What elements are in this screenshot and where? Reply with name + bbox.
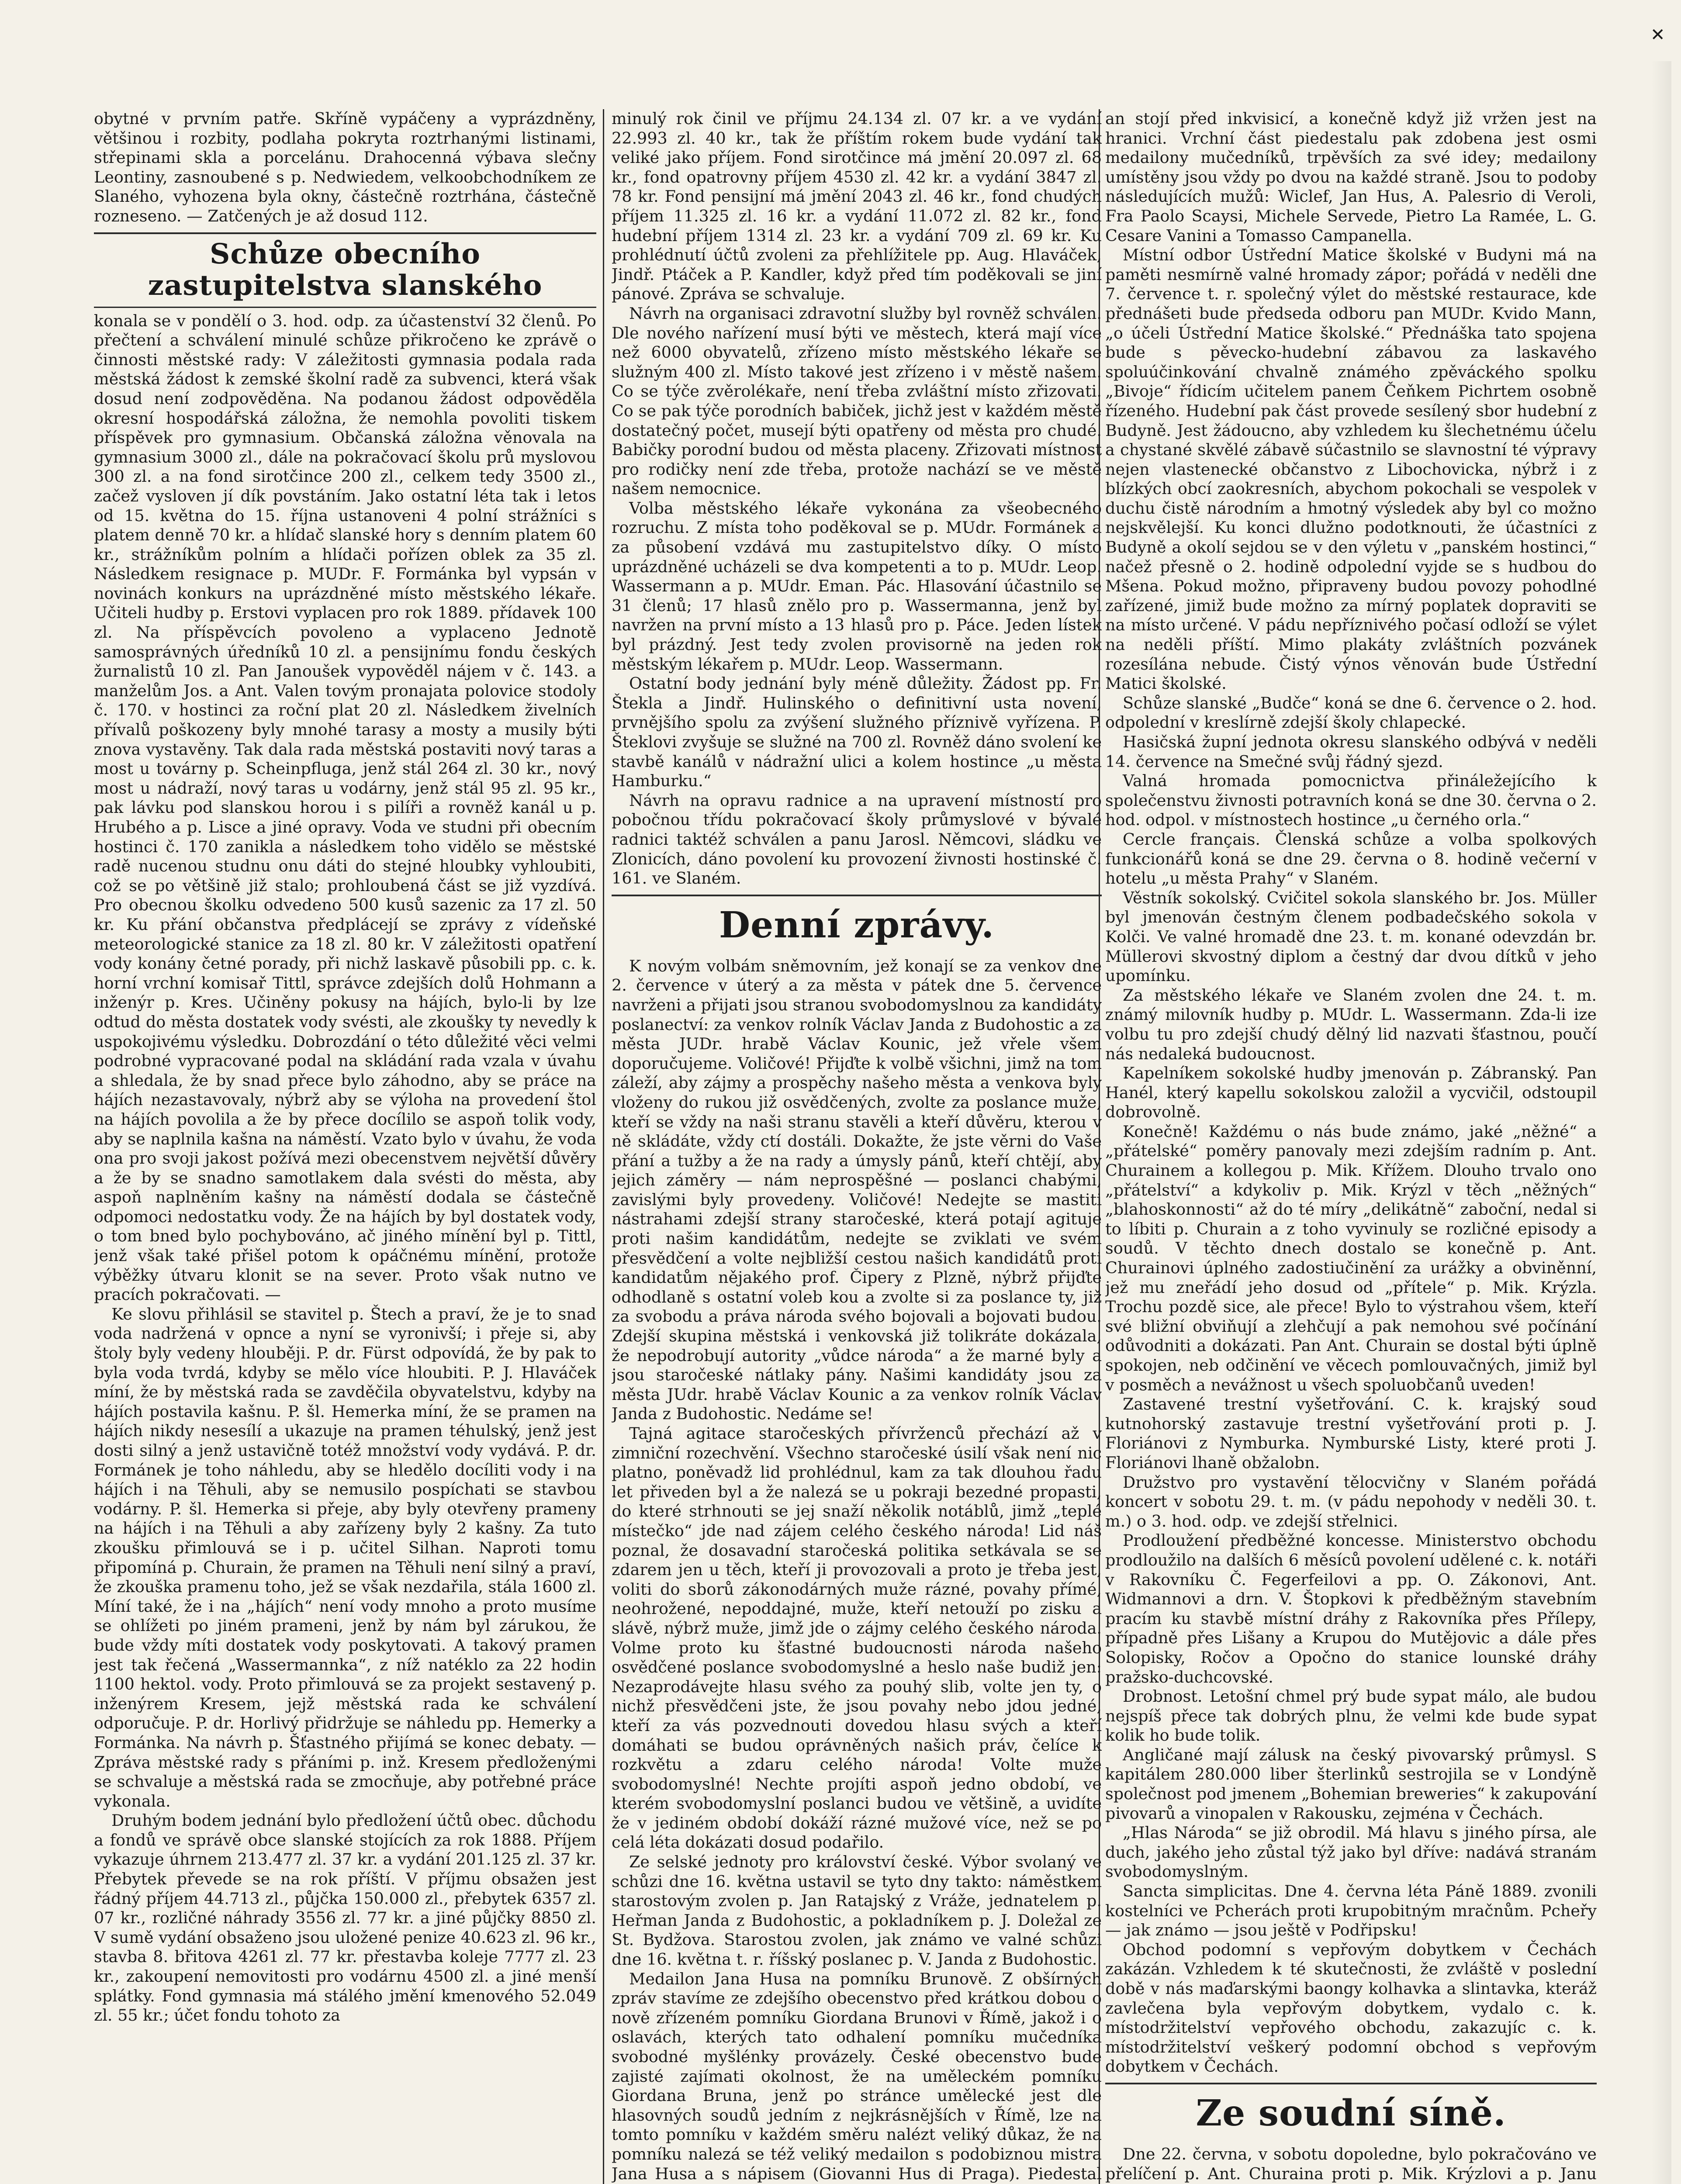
paragraph: Druhým bodem jednání bylo předložení účtů obec. důchodu a fondů ve správě obce slanské stojících za rok 1888. Příjem vykazuje úhrnem 213.477 zl. 37 kr. a vydání 201.125 zl. 37 kr. Přebytek převede se na rok příští. V příjmu obsažen jest řádný příjem 44.713 zl., půjčka 150.000 zl., přebytek 6357 zl. 07 kr., rozličné náhrady 3556 zl. 77 kr. a jiné půjčky 8850 zl. V sumě vydání obsaženo jsou uložené penize 40.623 zl. 96 kr., stavba 8. břitova 4261 zl. 77 kr. přestavba koleje 7777 zl. 23 kr., zakoupení nemovitosti pro vodárnu 4500 zl. a jiné menší splátky. Fond gymnasia má stálého jmění kmenového 52.049 zl. 55 kr.; účet fondu tohoto za	[94, 1811, 596, 2025]
section-rule	[94, 232, 596, 234]
news-item: an stojí před inkvisicí, a konečně když již vržen jest na hranici. Vrchní část piedestalu pak zdobena jest osmi medailony mučedníků, trpěvších za své idey; medailony umístěny jsou vždy po dvou na každé straně. Jsou to podoby následujících mužů: Wiclef, Jan Hus, A. Palesrio di Veroli, Fra Paolo Scaysi, Michele Servede, Pietro La Ramée, L. G. Cesare Vanini a Tomasso Campanella.	[1105, 109, 1597, 245]
news-item: Konečně! Každému o nás bude známo, jaké „něžné“ a „přátelské“ poměry panovaly mezi zdejším radním p. Ant. Churainem a kollegou p. Mik. Křížem. Dlouho trvalo ono „přátelství“ a kdykoliv p. Mik. Krýzl v těch „něžných“ „blahoskonnosti“ až do té míry „delikátně“ zaboční, nedal si to líbiti p. Churain a z toho vyvinuly se rozličné episody a soudů. V těchto dnech dostalo se konečně p. Ant. Churainovi úplného zadostiučinění za urážky a obviněnní, jež mu zneřádí jeho dosud od „přítele“ p. Mik. Krýzla. Trochu pozdě sice, ale přece! Bylo to výstrahou všem, kteří své bližní obviňují a zlehčují a pak nemohou své počínání odůvodniti a dokázati. Pan Ant. Churain se dostal býti úplně spokojen, neb odčinění ve věcech pomlouvačných, jimiž byl v posměch a nevážnost u všech spoluobčanů uveden!	[1105, 1122, 1597, 1394]
news-item: „Hlas Národa“ se již obrodil. Má hlavu s jiného pírsa, ale duch, jakého jeho zůstal týž jako byl dříve: nadává stranám svobodomyslným.	[1105, 1823, 1597, 1881]
news-item: Drobnost. Letošní chmel prý bude sypat málo, ale budou nejspíš přece tak dobrých plnu, že velmi kde bude sypat kolik ho bude tolik.	[1105, 1687, 1597, 1745]
news-item: Angličané mají zálusk na český pivovarský průmysl. S kapitálem 280.000 liber šterlinků sestrojila se v Londýně společnost pod jmenem „Bohemian breweries“ k zakupování pivovarů a vinopalen v Rakousku, zejména v Čechách.	[1105, 1745, 1597, 1823]
paragraph: Volba městského lékaře vykonána za všeobecného rozruchu. Z místa toho poděkoval se p. MUdr. Formánek a za působení vzdává mu zastupitelstvo díky. O místo uprázdněné ucházeli se dva kompetenti a to p. MUdr. Leop. Wassermann a p. MUdr. Eman. Pác. Hlasování účastnilo se 31 členů; 17 hlasů znělo pro p. Wassermanna, jenž byl navržen na první místo a 13 hlasů pro p. Páce. Jeden lístek byl prázdný. Jest tedy zvolen provisorně na jeden rok městským lékařem p. MUdr. Leop. Wassermann.	[612, 498, 1102, 674]
section-rule	[1105, 2083, 1597, 2084]
news-item: Kapelníkem sokolské hudby jmenován p. Zábranský. Pan Hanél, který kapellu sokolskou založil a vycvičil, odstoupil dobrovolně.	[1105, 1064, 1597, 1122]
court-paragraph: Dne 22. června, v sobotu dopoledne, bylo pokračováno ve přelíčení p. Ant. Churaina proti p. Mik. Krýzlovi a p. Janu	[1105, 2144, 1597, 2183]
heading-rule	[94, 307, 596, 308]
news-item: Prodloužení předběžné koncesse. Ministerstvo obchodu prodloužilo na dalších 6 měsíců povolení udělené c. k. notáři v Rakovníku Č. Fegerfeilovi a pp. O. Zákonovi, Ant. Widmannovi a drn. V. Štopkovi k předběžným stavebním pracím ku stavbě místní dráhy z Rakovníka přes Přílepy, případně přes Lišany a Krupou do Mutějovic a dále přes Solopisky, Ročov a Opočno do stanice lounské dráhy pražsko-duchcovské.	[1105, 1531, 1597, 1686]
news-item: Družstvo pro vystavění tělocvičny v Slaném pořádá koncert v sobotu 29. t. m. (v pádu nepohody v neděli 30. t. m.) o 3. hod. odp. ve zdejší střelnici.	[1105, 1472, 1597, 1531]
paragraph: Ke slovu přihlásil se stavitel p. Štech a praví, že je to snad voda nadržená v opnce a nyní se vyronivší; i přeje si, aby štoly byly vedeny hlouběji. P. dr. Fürst odpovídá, že by pak to byla voda tvrdá, kdyby se mělo více hloubiti. P. J. Hlaváček míní, že by městská rada se zavděčila obyvatelstvu, kdyby na hájích postavila kašnu. P. šl. Hemerka míní, že se pramen na hájích nikdy nesesílí a ukazuje na pramen téhulský, jenž jest dosti silný a jenž ustavičně totéž množství vody vydává. P. dr. Formánek je toho náhledu, aby se hledělo docíliti vody i na hájích i na Těhuli, aby se nemusilo pospíchati se stavbou vodárny. P. šl. Hemerka si přeje, aby byly otevřeny prameny na hájích i na Těhuli a aby zařízeny byly 2 kašny. Za tuto zkoušku přimlouvá se i p. učitel Silhan. Naproti tomu připomíná p. Churain, že pramen na Těhuli není silný a praví, že zkouška pramenu toho, jež se však nezdařila, stála 1600 zl. Míní také, že i na „hájích“ není vody mnoho a proto musíme se ohlížeti po jiném prameni, jenž by nám byl zárukou, že bude vždy míti dostatek vody poskytovati. A takový pramen jest tak řečená „Wassermannka“, z níž natéklo za 22 hodin 1100 hektol. vody. Proto přimlouvá se za projekt sestavený p. inženýrem Kresem, jejž městská rada ke schválení odporučuje. P. dr. Horlivý přidržuje se náhledu pp. Hemerky a Formánka. Na návrh p. Šťastného přijímá se konec debaty. — Zpráva městské rady s přáními p. inž. Kresem předloženými se schvaluje a městská rada se zmocňuje, aby potřebné práce vykonala.	[94, 1304, 596, 1811]
paragraph: minulý rok činil ve příjmu 24.134 zl. 07 kr. a ve vydání 22.993 zl. 40 kr., tak že příštím rokem bude vydání tak veliké jako příjem. Fond sirotčince má jmění 20.097 zl. 68 kr., fond opatrovny příjem 4530 zl. 42 kr. a vydání 3847 zl. 78 kr. Fond pensijní má jmění 2043 zl. 46 kr., fond chudých příjem 11.325 zl. 16 kr. a vydání 11.072 zl. 82 kr., fond hudební příjem 1314 zl. 23 kr. a vydání 709 zl. 69 kr. Ku prohlédnutí účtů zvoleni za přehlížitele pp. Aug. Hlaváček, Jindř. Ptáček a P. Kandler, když před tím poděkovali se jiní pánové. Zpráva se schvaluje.	[612, 109, 1102, 304]
section-heading-court: Ze soudní síně.	[1196, 2092, 1506, 2134]
article-heading-council: Schůze obecního zastupitelstva slanského	[148, 237, 543, 302]
news-item: Tajná agitace staročeských přívrženců přechází až v zimniční rozechvění. Všechno staročeské úsilí však není nic platno, poněvadž lid prohlédnul, kam za tak dlouhou řadu let přiveden byl a že nalezá se u pokraji bezedné propasti, do které strhnouti se jej snaží několik notáblů, jimž „teplé místečko“ jde nad zájem celého českého národa! Lid náš poznal, že dosavadní staročeská politika setkávala se se zdarem jen u těch, kteří ji provozovali a proto je třeba jest, voliti do sborů zákonodárných muže rázné, povahy přímé, neohrožené, nepoddajné, muže, kteří netouží po zisku a slávě, nýbrž muže, jimž jde o zájmy celého českého národa. Volme proto ku šťastné budoucnosti národa našeho osvědčené poslance svobodomyslné a heslo naše budiž jen: Nezaprodávejte hlasu svého za pouhý slib, volte jen ty, o nichž přesvědčeni jste, že jsou povahy nebo jdou jedné, kteří za vás pozvednouti dovedou hlasu svých a kteří domáhati se budou oprávněných našich práv, čelíce k rozkvětu a zdaru celého národa! Volte muže svobodomyslné! Nechte projíti aspoň jedno období, ve kterém svobodomyslní poslanci budou ve většině, a uvidíte že v jediném období dokáží rázné mužové více, než se po celá léta dokázati dosud podařilo.	[612, 1424, 1102, 1852]
news-item: Věstník sokolský. Cvičitel sokola slanského br. Jos. Müller byl jmenován čestným členem podbadečského sokola v Kolči. Ve valné hromadě dne 23. t. m. konané odevzdán br. Müllerovi skvostný diplom a čestný dar dvou dítků v jeho upomínku.	[1105, 888, 1597, 985]
news-item: Místní odbor Ústřední Matice školské v Budyni má na paměti nesmírně valné hromady zápor; pořádá v neděli dne 7. července t. r. společný výlet do městské restaurace, kde přednášeti bude předseda odboru pan MUDr. Kvido Mann, „o účeli Ústřední Matice školské.“ Přednáška tato spojena bude s pěvecko-hudební zábavou za laskavého spoluúčinkování chvalně známého zpěváckého spolku „Bivoje“ řídicím učitelem panem Čeňkem Pichrtem osobně řízeného. Hudební pak část provede sesílený sbor hudební z Budyně. Jest žádoucno, aby vzhledem ku šlechetnému účelu a chystané skvělé zábavě súčastnilo se slavnostní té výpravy nejen vlastenecké občanstvo z Libochovicka, nýbrž i z blízkých obcí zaokresních, abychom pokochali se vespolek v duchu čistě národním a hmotný výsledek aby byl co možno nejskvělejší. Ku konci dlužno podotknouti, že účastníci z Budyně a okolí sejdou se v den výletu v „panském hostinci,“ načež přesně o 2. hodině odpolední vyjde se s hudbou do Mšena. Pokud možno, připraveny budou povozy pohodlné zařízené, jimiž bude možno za mírný poplatek dopraviti se na místo určené. V pádu nepříznivého počasí odloží se výlet na neděli příští. Mimo plakáty zvláštních pozvánek rozesílána nebude. Čistý výnos věnován bude Ústřední Matici školské.	[1105, 245, 1597, 693]
news-item: Cercle français. Členská schůze a volba spolkových funkcionářů koná se dne 29. června o 8. hodině večerní v hotelu „u města Prahy“ v Slaném.	[1105, 829, 1597, 888]
news-item: Sancta simplicitas. Dne 4. června léta Páně 1889. zvonili kostelníci ve Pcherách proti krupobitným mračnům. Pcheřy — jak známo — jsou ještě v Podřipsku!	[1105, 1882, 1597, 1940]
page-corner-mark: ✕	[1650, 25, 1665, 45]
paragraph: Ostatní body jednání byly méně důležity. Žádost pp. Fr. Štekla a Jindř. Hulinského o definitivní usta novení, prvnějšího spolu za zvýšení služného příznivě vyřízena. P. Šteklovi zvyšuje se služné na 700 zl. Rovněž dáno svolení ke stavbě kanálů v nádražní ulici a kolem hostince „u města Hamburku.“	[612, 674, 1102, 791]
column-rule-1	[603, 109, 604, 2184]
news-item: Ze selské jednoty pro království české. Výbor svolaný ve schůzi dne 16. května ustavil se tyto dny takto: náměstkem starostovým zvolen p. Jan Ratajský z Vráže, jednatelem p. Heřman Janda z Budohostic, a pokladníkem p. J. Doležal ze St. Bydžova. Starostou zvolen, jak známo ve valné schůzi dne 16. května t. r. říšský poslanec p. V. Janda z Budohostic.	[612, 1852, 1102, 1969]
news-item: Za městského lékaře ve Slaném zvolen dne 24. t. m. známý milovník hudby p. MUdr. L. Wassermann. Zda-li ize volbu tu pro zdejší chudý dělný lid nazvati šťastnou, poučí nás nedaleká budoucnost.	[1105, 985, 1597, 1063]
news-item: Medailon Jana Husa na pomníku Brunově. Z obšírných zpráv stavíme ze zdejšího obecenstvo před krátkou dobou o nově zřízeném pomníku Giordana Brunovi v Římě, jakož i o oslavách, kterých tato odhalení pomníku mučedníka svobodné myšlénky provázely. České obecenstvo bude zajisté zajímati okolnost, že na uměleckém pomníku Giordana Bruna, jenž po stránce umělecké jest dle hlasovných soudů jedním z nejkrásnějších v Římě, lze na tomto pomníku v každém směru nalézt veliký důkaz, že na pomníku nalezá se též veliký medailon s podobiznou mistra Jana Husa a s nápisem (Giovanni Hus di Praga). Piedestal	[612, 1969, 1102, 2183]
news-item: Zastavené trestní vyšetřování. C. k. krajský soud kutnohorský zastavuje trestní vyšetřování proti p. J. Floriánovi z Nymburka. Nymburské Listy, které proti J. Floriánovi lhaně obžalobn.	[1105, 1395, 1597, 1472]
paragraph: Návrh na opravu radnice a na upravení místností pro pobočnou třídu pokračovací školy průmyslové v bývalé radnici taktéž schválen a panu Jarosl. Němcovi, sládku ve Zlonicích, dáno povolení ku provození živnosti hostinské č. 161. ve Slaném.	[612, 791, 1102, 888]
news-item: K novým volbám sněmovním, jež konají se za venkov dne 2. července v úterý a za města v pátek dne 5. července navrženi a přijati jsou stranou svobodomyslnou za kandidáty poslanectví: za venkov rolník Václav Janda z Budohostic a za města JUDr. hrabě Václav Kounic, jež vřele všem doporučujeme. Voličové! Přijďte k volbě všichni, jimž na tom záleží, aby zájmy a prospěchy našeho města a venkova byly vloženy do rukou již osvědčených, zvolte za poslance muže, kteří se vždy na naši stranu stavěli a kteří důvěru, kterou v ně skládáte, vždy ctí dostáli. Dokažte, že jste věrni do Vaše přání a tužby a že na rady a úmysly pánů, kteří chtějí, aby jejich záměry — nám neprospěšné — poslanci chabými, zavislými byly provedeny. Voličové! Nedejte se mastiti nástrahami zdejší strany staročeské, která potají agituje proti našim kandidátům, nedejte se zviklati ve svém přesvědčení a volte nejbližší cestou našich kandidátů proti kandidatům nějakého prof. Čipery z Plzně, nýbrž přijďte odhodlaně s ostatní voleb kou a zvolte si za poslance ty, již za svobodu a práva národa svého bojovali a bojovati budou. Zdejší skupina městská i venkovská již tolikráte dokázala, že nepodrobují autority „vůdce národa“ a že marné byly a jsou staročeské nátlaky pány. Našimi kandidáty jsou za města JUdr. hrabě Václav Kounic a za venkov rolník Václav Janda z Budohostic. Nedáme se!	[612, 956, 1102, 1424]
news-item: Valná hromada pomocnictva přináležejícího k společenstvu živnosti potravních koná se dne 30. června o 2. hod. odpol. v místnostech hostince „u černého orla.“	[1105, 771, 1597, 829]
news-item: Hasičská župní jednota okresu slanského odbývá v neděli 14. července na Smečné svůj řádný sjezd.	[1105, 733, 1597, 771]
paragraph: konala se v pondělí o 3. hod. odp. za účastenství 32 členů. Po přečtení a schválení minulé schůze přikročeno ke zprávě o činnosti městské rady: V záležitosti gymnasia podala rada městská žádost k zemské školní radě za subvenci, která však dosud není zodpověděna. Na podanou žádost odpověděla okresní hospodářská záložna, že nemohla povoliti tiskem příspěvek pro gymnasium. Občanská záložna věnovala na gymnasium 3000 zl., dále na pokračovací školu prů myslovou 300 zl. a na fond sirotčince 200 zl., celkem tedy 3500 zl., začež vysloven jí dík povstáním. Jako ostatní léta tak i letos od 15. května do 15. října ustanoveni 4 polní strážníci s platem denně 70 kr. a hlídač slanské hory s denním platem 60 kr., strážníkům polním a hlídači pořízen oblek za 35 zl. Následkem resignace p. MUDr. F. Formánka byl vypsán v novinách konkurs na uprázdněné místo městského lékaře. Učiteli hudby p. Erstovi vyplacen pro rok 1889. přídavek 100 zl. Na příspěvcích povoleno a vyplaceno Jednotě samosprávných úředníků 10 zl. a pensijnímu fondu českých žurnalistů 10 zl. Pan Janoušek vypověděl nájem v č. 143. a manželům Jos. a Ant. Valen tovým pronajata polovice stodoly č. 170. v hostinci za roční plat 20 zl. Následkem živelních přívalů poškozeny byly mnohé tarasy a mosty a musily býti znova vystavěny. Tak dala rada městská postaviti nový taras a most u továrny p. Scheinpfluga, jenž stál 264 zl. 30 kr., nový most u nádraží, nový taras u vodárny, jenž stál 95 zl. 95 kr., pak lávku pod slanskou horou i s pilíři a rovněž kanál u p. Hrubého a p. Lisce a jiné opravy. Voda ve studni při obecním hostinci č. 170 zanikla a následkem toho vidělo se městské radě nucenou studnu onu dáti do stejné hloubky vyhloubiti, což se po většině již stalo; prohloubená část se již vyzdívá. Pro obecnou školku odvedeno 500 kusů sazenic za 17 zl. 50 kr. Ku přání občanstva předplácejí se zprávy z vídeňské meteorologické stanice za 18 zl. 80 kr. V záležitosti opatření vody konány četné porady, při nichž laskavě působili pp. c. k. horní vrchní komisař Tittl, správce zdejších dolů Hohmann a inženýr p. Kres. Učiněny pokusy na hájích, bylo-li by lze odtud do města dostatek vody svésti, ale zkoušky ty nevedly k uspokojivému výsledku. Dobrozdání o této důležité věci velmi podrobné vypracované podal na skládání rada vzala v úvahu a shledala, že by snad přece bylo záhodno, aby se práce na hájích nezastavovaly, nýbrž aby se výloha na provedení štol na hájích povolila a že by přece docílilo se aspoň tolik vody, aby se naplnila kašna na náměstí. Vzato bylo v úvahu, že voda ona pro svoji jakost požívá mezi obecenstvem největší důvěry a že by se snadno samotlakem dala svésti do města, aby aspoň naplněním kašny na náměstí dodala se částečně odpomoci nedostatku vody. Že na hájích by byl dostatek vody, o tom bned bylo pochybováno, ač jiného mínění byl p. Tittl, jenž však také přišel potom k opáčnému mínění, protože výběžky útvaru klonit se na sever. Proto však nutno ve pracích pokračovati. —	[94, 311, 596, 1304]
page-edge-shadow	[1651, 61, 1671, 2184]
section-rule	[612, 895, 1102, 896]
column1-intro: obytné v prvním patře. Skříně vypáčeny a vyprázdněny, většinou i rozbity, podlaha pokryta roztrhanými listinami, střepinami skla a porcelánu. Drahocenná výbava slečny Leontiny, zasnoubené s p. Nedwiedem, velkoobchodníkem ze Slaného, vyhozena byla okny, částečně roztrhána, částečně rozneseno. — Zatčených je až dosud 112.	[94, 109, 596, 225]
paragraph: Návrh na organisaci zdravotní služby byl rovněž schválen. Dle nového nařízení musí býti ve městech, která mají více než 6000 obyvatelů, zřízeno místo městského lékaře se služným 400 zl. Místo takové jest zřízeno i v městě našem. Co se týče zvěrolékaře, není třeba zvláštní místo zřizovati. Co se pak týče porodních babiček, jichž jest v každém městě dostatečný počet, musejí býti opatřeny od města pro chudé. Babičky porodní budou od města placeny. Zřizovati místnost pro rodičky není zde třeba, protože nachází se ve městě našem nemocnice.	[612, 304, 1102, 498]
column-1	[94, 109, 596, 2184]
news-item: Obchod podomní s vepřovým dobytkem v Čechách zakázán. Vzhledem k té skutečnosti, že zvláště v poslední době v nás maďarskými baongy kolhavka a slintavka, kteráž zavlečena byla vepřovým dobytkem, vydalo c. k. místodržitelství vepřového obchodu, zakazujíc c. k. místodržitelství veškerý podomní obchod s vepřovým dobytkem v Čechách.	[1105, 1940, 1597, 2076]
news-item: Schůze slanské „Budče“ koná se dne 6. července o 2. hod. odpolední v kreslírně zdejší školy chlapecké.	[1105, 693, 1597, 732]
column-3	[1105, 109, 1597, 2184]
section-heading-daily-news: Denní zprávy.	[719, 904, 994, 946]
column-2	[612, 109, 1102, 2184]
